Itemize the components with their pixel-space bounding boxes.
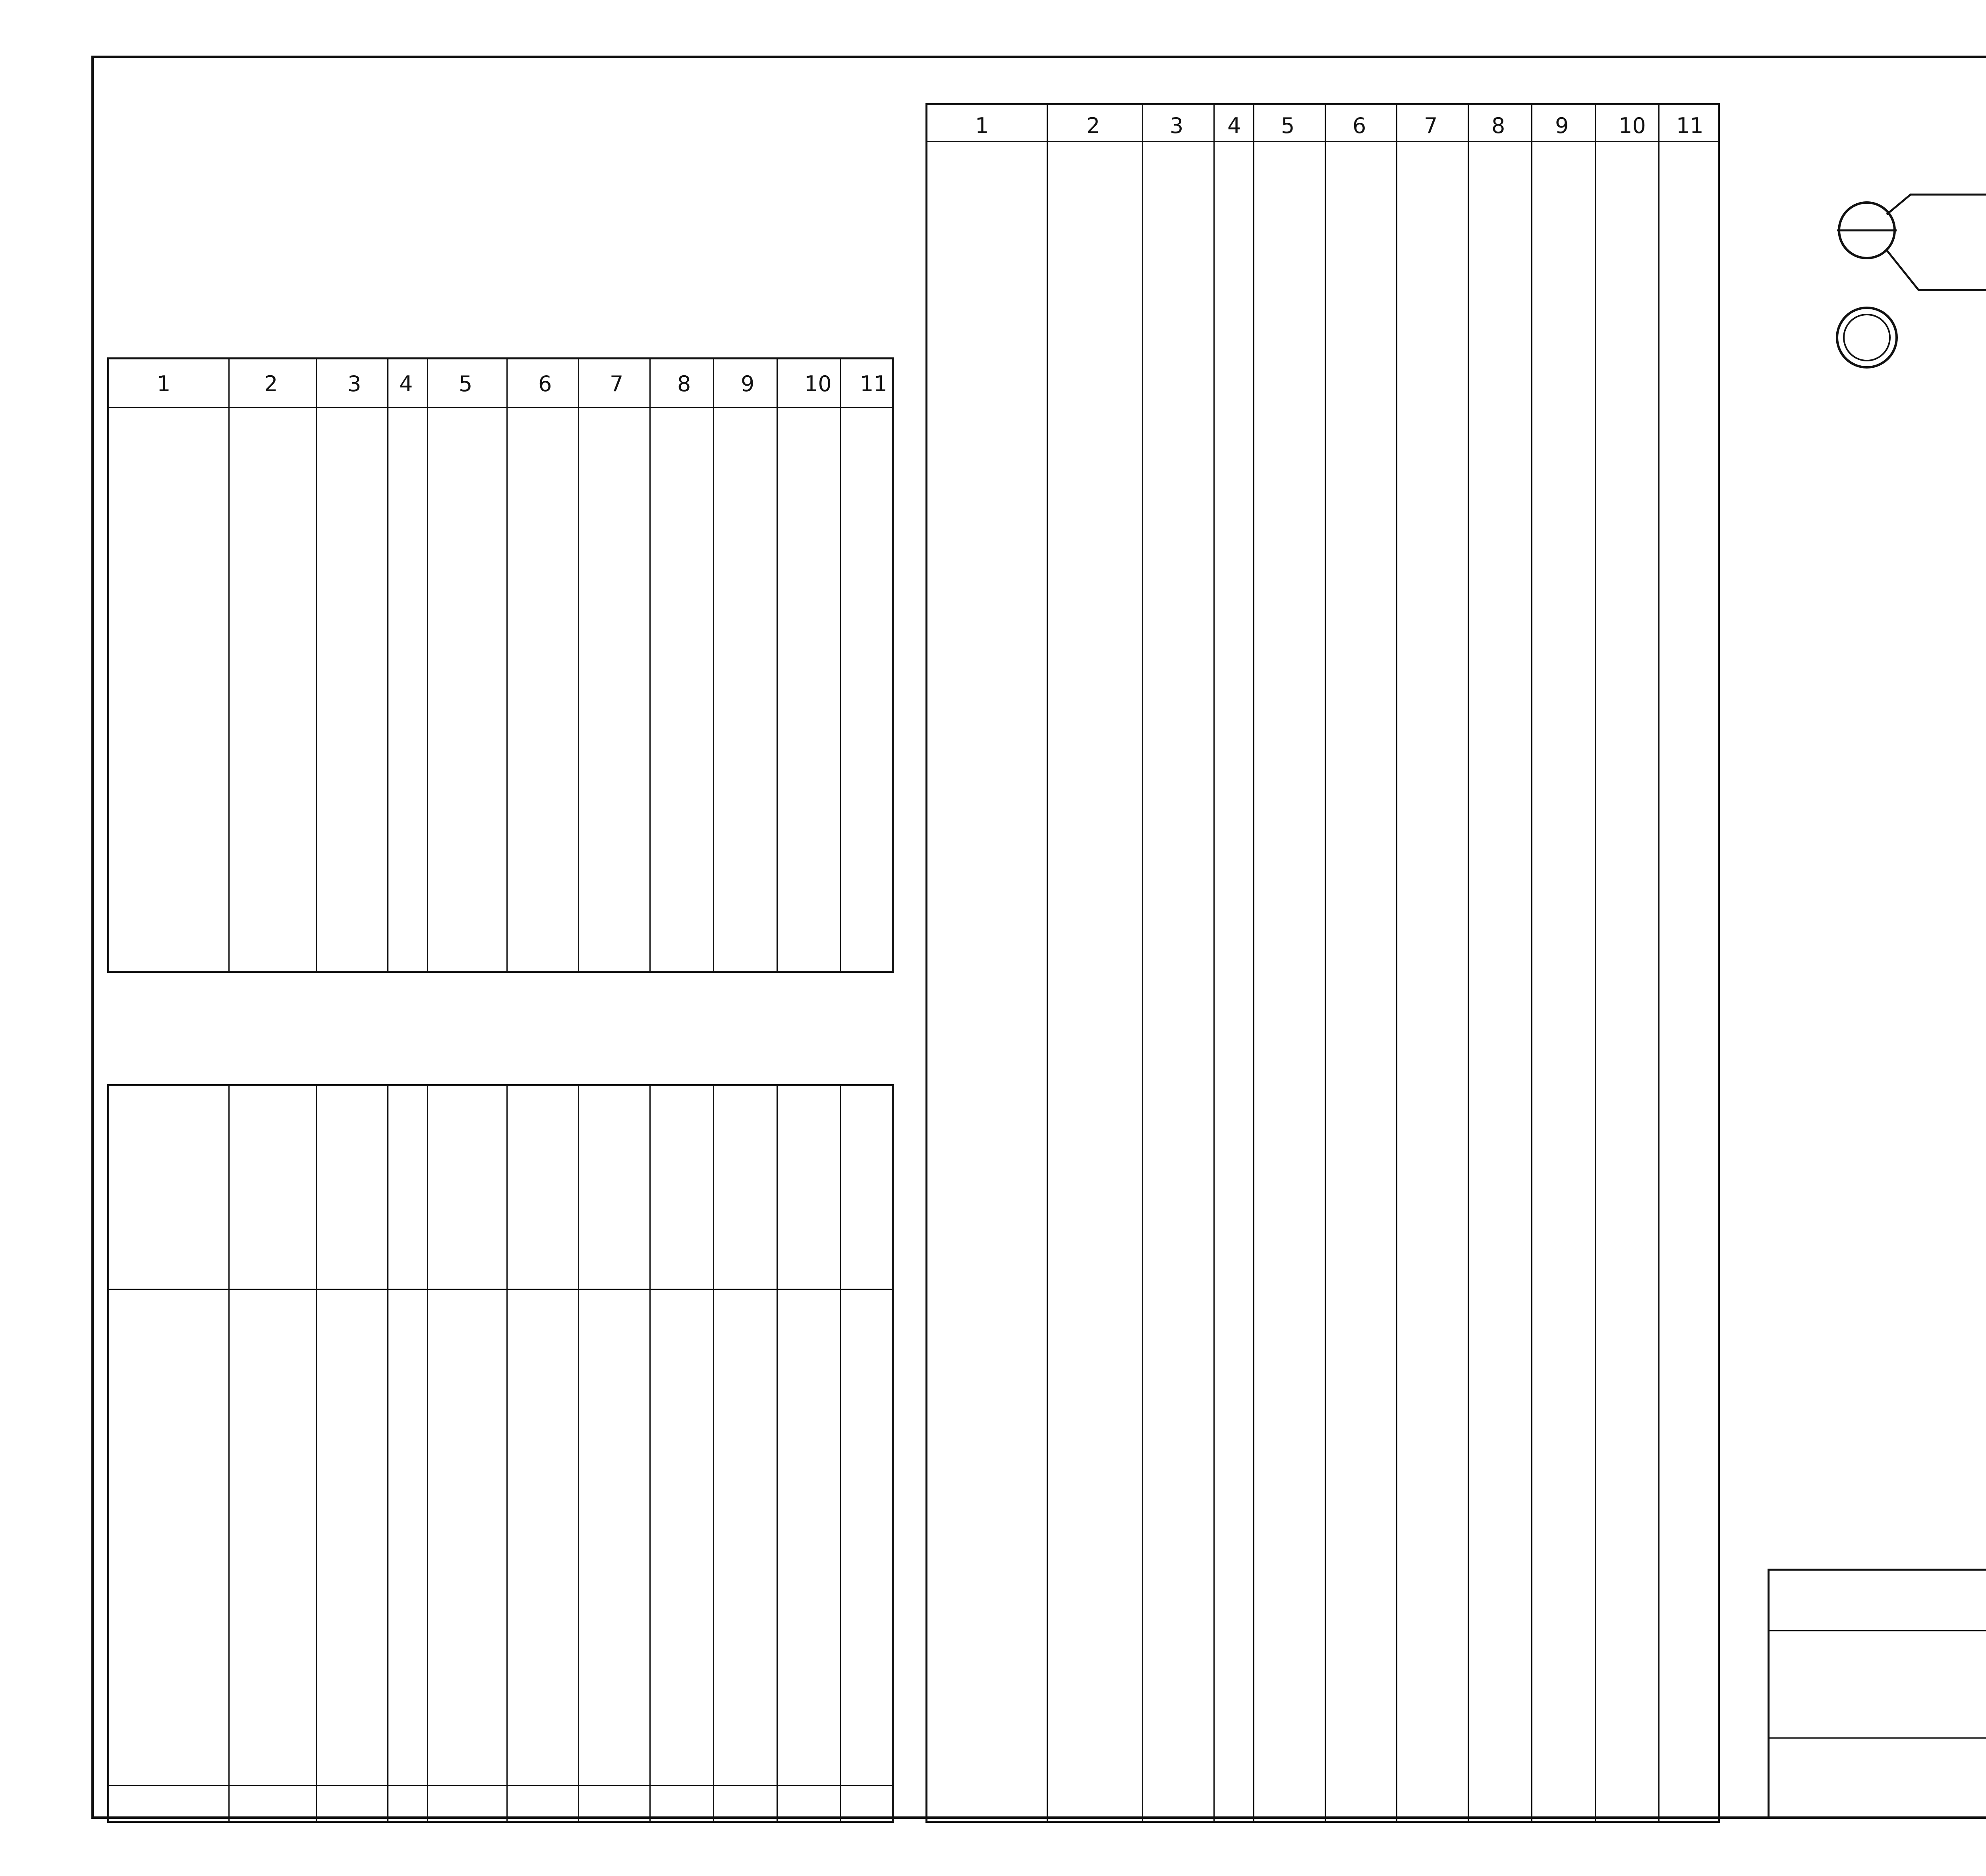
header-8: 8	[677, 371, 691, 396]
header-1: 1	[975, 113, 989, 138]
header-4: 4	[1227, 113, 1241, 138]
header-7: 7	[1424, 113, 1438, 138]
header-9: 9	[741, 371, 755, 396]
header-7: 7	[610, 371, 624, 396]
title-block	[1768, 1569, 1986, 1819]
header-3: 3	[348, 371, 361, 396]
header-10: 10	[804, 371, 832, 396]
header-9: 9	[1555, 113, 1569, 138]
header-10: 10	[1619, 113, 1646, 138]
left-spec-table-bottom	[107, 1084, 894, 1823]
node-symbol-icon	[1819, 171, 1986, 377]
header-8: 8	[1491, 113, 1505, 138]
header-3: 3	[1170, 113, 1184, 138]
right-spec-table	[925, 103, 1720, 1823]
header-1: 1	[157, 371, 171, 396]
header-5: 5	[1281, 113, 1295, 138]
header-2: 2	[264, 371, 278, 396]
header-11: 11	[1676, 113, 1704, 138]
header-11: 11	[860, 371, 887, 396]
header-6: 6	[1352, 113, 1366, 138]
header-4: 4	[399, 371, 413, 396]
header-6: 6	[538, 371, 552, 396]
left-spec-table-top	[107, 357, 894, 973]
legend-block	[1787, 99, 1986, 655]
header-5: 5	[459, 371, 473, 396]
header-2: 2	[1086, 113, 1100, 138]
